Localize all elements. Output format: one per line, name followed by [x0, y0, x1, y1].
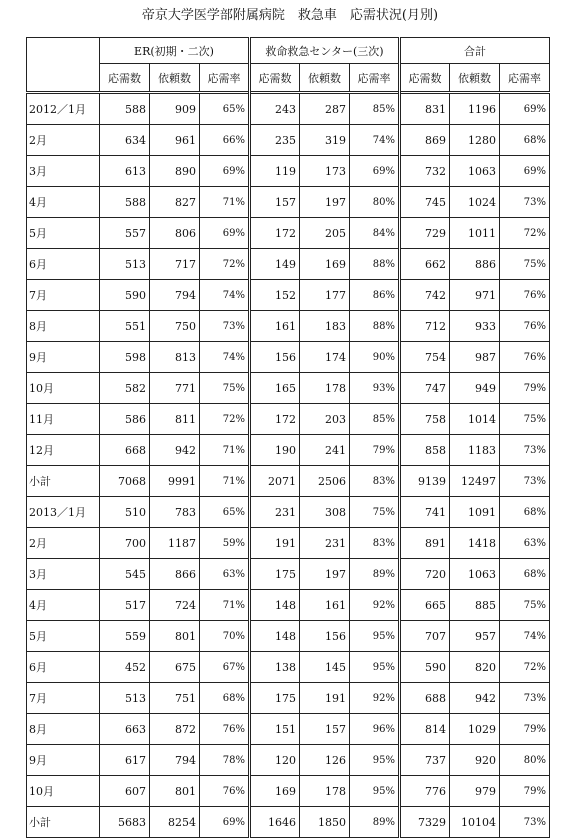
- data-cell: 510: [100, 497, 150, 528]
- data-cell: 517: [100, 590, 150, 621]
- data-cell: 688: [400, 683, 450, 714]
- data-cell: 513: [100, 249, 150, 280]
- data-cell: 76%: [200, 714, 250, 745]
- row-label: 小計: [27, 466, 100, 497]
- data-cell: 243: [250, 93, 300, 125]
- subheader-cell: 応需数: [400, 64, 450, 93]
- data-cell: 165: [250, 373, 300, 404]
- table-row: [27, 218, 550, 249]
- table-row: [27, 404, 550, 435]
- data-cell: 831: [400, 93, 450, 125]
- data-cell: 794: [150, 280, 200, 311]
- data-cell: 69%: [200, 807, 250, 838]
- data-cell: 287: [300, 93, 350, 125]
- data-cell: 942: [150, 435, 200, 466]
- row-label: 11月: [27, 404, 100, 435]
- data-cell: 157: [250, 187, 300, 218]
- data-cell: 73%: [500, 187, 550, 218]
- data-cell: 72%: [500, 652, 550, 683]
- data-cell: 145: [300, 652, 350, 683]
- data-cell: 586: [100, 404, 150, 435]
- row-label: 4月: [27, 590, 100, 621]
- data-cell: 1011: [450, 218, 500, 249]
- group-header-critical-care: 救命救急センター(三次): [250, 38, 400, 64]
- data-cell: 771: [150, 373, 200, 404]
- data-cell: 588: [100, 187, 150, 218]
- data-cell: 557: [100, 218, 150, 249]
- group-header-total: 合計: [400, 38, 550, 64]
- data-cell: 971: [450, 280, 500, 311]
- data-cell: 71%: [200, 187, 250, 218]
- data-cell: 71%: [200, 590, 250, 621]
- data-cell: 66%: [200, 125, 250, 156]
- data-cell: 742: [400, 280, 450, 311]
- data-cell: 801: [150, 776, 200, 807]
- data-cell: 152: [250, 280, 300, 311]
- data-cell: 191: [250, 528, 300, 559]
- table-row: [27, 714, 550, 745]
- data-cell: 961: [150, 125, 200, 156]
- data-cell: 794: [150, 745, 200, 776]
- data-cell: 590: [400, 652, 450, 683]
- data-cell: 979: [450, 776, 500, 807]
- data-cell: 920: [450, 745, 500, 776]
- row-label: 8月: [27, 311, 100, 342]
- table-row: [27, 528, 550, 559]
- data-cell: 178: [300, 373, 350, 404]
- row-label: 2013／1月: [27, 497, 100, 528]
- data-cell: 1646: [250, 807, 300, 838]
- data-cell: 74%: [350, 125, 400, 156]
- data-cell: 76%: [200, 776, 250, 807]
- data-cell: 126: [300, 745, 350, 776]
- data-cell: 613: [100, 156, 150, 187]
- data-cell: 76%: [500, 280, 550, 311]
- data-cell: 84%: [350, 218, 400, 249]
- data-cell: 151: [250, 714, 300, 745]
- data-cell: 71%: [200, 435, 250, 466]
- group-header-er: ER(初期・二次): [100, 38, 250, 64]
- subheader-cell: 依頼数: [150, 64, 200, 93]
- table-row: [27, 776, 550, 807]
- data-cell: 190: [250, 435, 300, 466]
- data-cell: 119: [250, 156, 300, 187]
- data-cell: 161: [250, 311, 300, 342]
- data-cell: 663: [100, 714, 150, 745]
- data-cell: 75%: [500, 404, 550, 435]
- data-cell: 89%: [350, 559, 400, 590]
- data-cell: 174: [300, 342, 350, 373]
- data-cell: 67%: [200, 652, 250, 683]
- data-cell: 712: [400, 311, 450, 342]
- table-row: [27, 342, 550, 373]
- data-cell: 1850: [300, 807, 350, 838]
- data-cell: 942: [450, 683, 500, 714]
- data-cell: 1063: [450, 156, 500, 187]
- data-cell: 75%: [500, 249, 550, 280]
- data-cell: 203: [300, 404, 350, 435]
- data-cell: 148: [250, 621, 300, 652]
- ambulance-response-table: [26, 37, 550, 838]
- data-cell: 750: [150, 311, 200, 342]
- data-cell: 590: [100, 280, 150, 311]
- table-row: [27, 590, 550, 621]
- data-cell: 75%: [350, 497, 400, 528]
- data-cell: 73%: [200, 311, 250, 342]
- data-cell: 12497: [450, 466, 500, 497]
- row-label: 2月: [27, 528, 100, 559]
- data-cell: 7329: [400, 807, 450, 838]
- group-header-row: [27, 38, 550, 64]
- data-cell: 89%: [350, 807, 400, 838]
- data-cell: 75%: [500, 590, 550, 621]
- data-cell: 156: [300, 621, 350, 652]
- data-cell: 83%: [350, 466, 400, 497]
- row-label: 6月: [27, 652, 100, 683]
- table-row: [27, 807, 550, 838]
- data-cell: 634: [100, 125, 150, 156]
- data-cell: 869: [400, 125, 450, 156]
- data-cell: 2506: [300, 466, 350, 497]
- data-cell: 700: [100, 528, 150, 559]
- data-cell: 85%: [350, 404, 400, 435]
- table-row: [27, 249, 550, 280]
- data-cell: 858: [400, 435, 450, 466]
- subheader-cell: 応需率: [350, 64, 400, 93]
- data-cell: 9139: [400, 466, 450, 497]
- data-cell: 886: [450, 249, 500, 280]
- data-cell: 617: [100, 745, 150, 776]
- data-cell: 74%: [200, 280, 250, 311]
- row-label: 4月: [27, 187, 100, 218]
- data-cell: 75%: [200, 373, 250, 404]
- table-row: [27, 280, 550, 311]
- data-cell: 172: [250, 218, 300, 249]
- data-cell: 9991: [150, 466, 200, 497]
- data-cell: 813: [150, 342, 200, 373]
- data-cell: 754: [400, 342, 450, 373]
- data-cell: 909: [150, 93, 200, 125]
- data-cell: 59%: [200, 528, 250, 559]
- table-row: [27, 559, 550, 590]
- data-cell: 241: [300, 435, 350, 466]
- data-cell: 69%: [350, 156, 400, 187]
- data-cell: 452: [100, 652, 150, 683]
- data-cell: 866: [150, 559, 200, 590]
- data-cell: 95%: [350, 745, 400, 776]
- data-cell: 69%: [200, 218, 250, 249]
- data-cell: 2071: [250, 466, 300, 497]
- data-cell: 69%: [200, 156, 250, 187]
- data-cell: 1418: [450, 528, 500, 559]
- table-row: [27, 621, 550, 652]
- subheader-cell: 応需数: [250, 64, 300, 93]
- data-cell: 741: [400, 497, 450, 528]
- data-cell: 890: [150, 156, 200, 187]
- data-cell: 598: [100, 342, 150, 373]
- row-label: 3月: [27, 156, 100, 187]
- row-label: 9月: [27, 342, 100, 373]
- data-cell: 668: [100, 435, 150, 466]
- table-row: [27, 466, 550, 497]
- row-label: 7月: [27, 683, 100, 714]
- table-row: [27, 683, 550, 714]
- data-cell: 183: [300, 311, 350, 342]
- data-cell: 1196: [450, 93, 500, 125]
- data-cell: 551: [100, 311, 150, 342]
- table-row: [27, 497, 550, 528]
- data-cell: 872: [150, 714, 200, 745]
- data-cell: 949: [450, 373, 500, 404]
- subheader-cell: 応需率: [200, 64, 250, 93]
- data-cell: 71%: [200, 466, 250, 497]
- data-cell: 73%: [500, 466, 550, 497]
- subheader-cell: 依頼数: [450, 64, 500, 93]
- data-cell: 73%: [500, 807, 550, 838]
- data-cell: 68%: [500, 559, 550, 590]
- data-cell: 148: [250, 590, 300, 621]
- data-cell: 1063: [450, 559, 500, 590]
- data-cell: 724: [150, 590, 200, 621]
- data-cell: 607: [100, 776, 150, 807]
- row-label: 6月: [27, 249, 100, 280]
- data-cell: 891: [400, 528, 450, 559]
- row-label: 2012／1月: [27, 93, 100, 125]
- data-cell: 751: [150, 683, 200, 714]
- data-cell: 747: [400, 373, 450, 404]
- row-label: 5月: [27, 218, 100, 249]
- data-cell: 161: [300, 590, 350, 621]
- table-row: [27, 311, 550, 342]
- row-label: 10月: [27, 776, 100, 807]
- table-row: [27, 652, 550, 683]
- data-cell: 79%: [500, 776, 550, 807]
- data-cell: 86%: [350, 280, 400, 311]
- data-cell: 177: [300, 280, 350, 311]
- data-cell: 76%: [500, 311, 550, 342]
- data-cell: 95%: [350, 776, 400, 807]
- data-cell: 72%: [500, 218, 550, 249]
- data-cell: 92%: [350, 683, 400, 714]
- data-cell: 675: [150, 652, 200, 683]
- data-cell: 820: [450, 652, 500, 683]
- data-cell: 73%: [500, 435, 550, 466]
- row-label: 3月: [27, 559, 100, 590]
- data-cell: 79%: [500, 714, 550, 745]
- data-cell: 8254: [150, 807, 200, 838]
- row-label: 小計: [27, 807, 100, 838]
- data-cell: 175: [250, 559, 300, 590]
- table-row: [27, 187, 550, 218]
- table-row: [27, 435, 550, 466]
- data-cell: 157: [300, 714, 350, 745]
- data-cell: 745: [400, 187, 450, 218]
- data-cell: 65%: [200, 497, 250, 528]
- data-cell: 811: [150, 404, 200, 435]
- data-cell: 205: [300, 218, 350, 249]
- data-cell: 68%: [200, 683, 250, 714]
- table-row: [27, 156, 550, 187]
- data-cell: 806: [150, 218, 200, 249]
- data-cell: 72%: [200, 249, 250, 280]
- data-cell: 63%: [200, 559, 250, 590]
- subheader-cell: 依頼数: [300, 64, 350, 93]
- row-label: 7月: [27, 280, 100, 311]
- data-cell: 80%: [350, 187, 400, 218]
- data-cell: 191: [300, 683, 350, 714]
- data-cell: 957: [450, 621, 500, 652]
- table-row: [27, 93, 550, 125]
- data-cell: 588: [100, 93, 150, 125]
- data-cell: 95%: [350, 621, 400, 652]
- data-cell: 175: [250, 683, 300, 714]
- table-row: [27, 125, 550, 156]
- data-cell: 801: [150, 621, 200, 652]
- data-cell: 582: [100, 373, 150, 404]
- data-cell: 1183: [450, 435, 500, 466]
- data-cell: 827: [150, 187, 200, 218]
- data-cell: 79%: [500, 373, 550, 404]
- data-cell: 72%: [200, 404, 250, 435]
- data-cell: 69%: [500, 93, 550, 125]
- table-row: [27, 373, 550, 404]
- data-cell: 95%: [350, 652, 400, 683]
- data-cell: 73%: [500, 683, 550, 714]
- data-cell: 513: [100, 683, 150, 714]
- subheader-cell: 応需率: [500, 64, 550, 93]
- data-cell: 732: [400, 156, 450, 187]
- subheader-row: [27, 64, 550, 93]
- data-cell: 79%: [350, 435, 400, 466]
- data-cell: 173: [300, 156, 350, 187]
- data-cell: 138: [250, 652, 300, 683]
- data-cell: 10104: [450, 807, 500, 838]
- data-cell: 720: [400, 559, 450, 590]
- data-cell: 758: [400, 404, 450, 435]
- data-cell: 88%: [350, 249, 400, 280]
- page-title: 帝京大学医学部附属病院 救急車 応需状況(月別): [141, 8, 439, 23]
- data-cell: 178: [300, 776, 350, 807]
- data-cell: 78%: [200, 745, 250, 776]
- data-cell: 63%: [500, 528, 550, 559]
- table-row: [27, 745, 550, 776]
- data-cell: 83%: [350, 528, 400, 559]
- data-cell: 169: [300, 249, 350, 280]
- data-cell: 74%: [200, 342, 250, 373]
- data-cell: 92%: [350, 590, 400, 621]
- data-cell: 169: [250, 776, 300, 807]
- data-cell: 1280: [450, 125, 500, 156]
- data-cell: 707: [400, 621, 450, 652]
- data-cell: 1014: [450, 404, 500, 435]
- data-cell: 93%: [350, 373, 400, 404]
- row-label: 10月: [27, 373, 100, 404]
- data-cell: 1091: [450, 497, 500, 528]
- data-cell: 319: [300, 125, 350, 156]
- data-cell: 74%: [500, 621, 550, 652]
- data-cell: 559: [100, 621, 150, 652]
- data-cell: 1029: [450, 714, 500, 745]
- data-cell: 90%: [350, 342, 400, 373]
- data-cell: 717: [150, 249, 200, 280]
- data-cell: 120: [250, 745, 300, 776]
- data-cell: 7068: [100, 466, 150, 497]
- data-cell: 1024: [450, 187, 500, 218]
- table-body: [27, 93, 550, 838]
- data-cell: 662: [400, 249, 450, 280]
- data-cell: 783: [150, 497, 200, 528]
- data-cell: 737: [400, 745, 450, 776]
- data-cell: 85%: [350, 93, 400, 125]
- data-cell: 197: [300, 187, 350, 218]
- row-label: 9月: [27, 745, 100, 776]
- data-cell: 88%: [350, 311, 400, 342]
- data-cell: 68%: [500, 125, 550, 156]
- data-cell: 69%: [500, 156, 550, 187]
- data-cell: 172: [250, 404, 300, 435]
- data-cell: 5683: [100, 807, 150, 838]
- data-cell: 235: [250, 125, 300, 156]
- corner-cell: [27, 38, 100, 93]
- data-cell: 68%: [500, 497, 550, 528]
- row-label: 2月: [27, 125, 100, 156]
- data-cell: 96%: [350, 714, 400, 745]
- row-label: 5月: [27, 621, 100, 652]
- data-cell: 987: [450, 342, 500, 373]
- data-cell: 76%: [500, 342, 550, 373]
- data-cell: 197: [300, 559, 350, 590]
- data-cell: 814: [400, 714, 450, 745]
- data-cell: 545: [100, 559, 150, 590]
- data-cell: 885: [450, 590, 500, 621]
- row-label: 8月: [27, 714, 100, 745]
- data-cell: 149: [250, 249, 300, 280]
- data-cell: 308: [300, 497, 350, 528]
- data-cell: 231: [300, 528, 350, 559]
- subheader-cell: 応需数: [100, 64, 150, 93]
- data-cell: 231: [250, 497, 300, 528]
- data-cell: 729: [400, 218, 450, 249]
- data-cell: 65%: [200, 93, 250, 125]
- data-cell: 156: [250, 342, 300, 373]
- data-cell: 665: [400, 590, 450, 621]
- data-cell: 80%: [500, 745, 550, 776]
- data-cell: 70%: [200, 621, 250, 652]
- row-label: 12月: [27, 435, 100, 466]
- data-cell: 933: [450, 311, 500, 342]
- data-cell: 776: [400, 776, 450, 807]
- data-cell: 1187: [150, 528, 200, 559]
